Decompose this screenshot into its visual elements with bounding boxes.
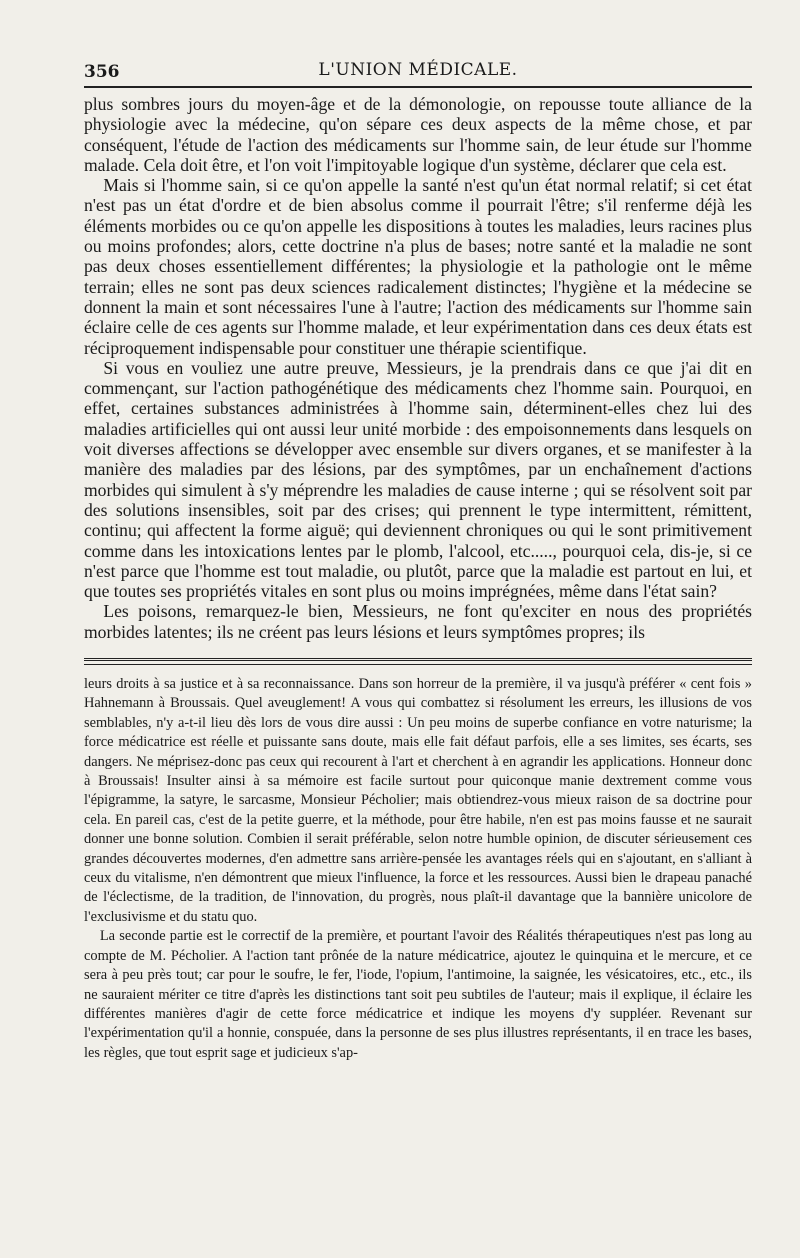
journal-title: L'UNION MÉDICALE. <box>318 60 518 80</box>
header-rule <box>84 86 752 88</box>
page-number: 356 <box>84 62 120 82</box>
main-paragraph: Si vous en vouliez une autre preuve, Messieurs, je la prendrais dans ce que j'ai dit en commençant, sur l'action pathogénétique des médicaments chez l'homme sain. Pourquoi, en effet, certaines substances administrées à l'homme sain, déterminent-elles chez lui des maladies artificielles qui ont aussi leur unité morbide : des empoisonnements dans lesquels on voit diverses affections se développer avec ensemble sur divers organes, et se manifester à la manière des maladies par des lésions, par des symptômes, par un enchaînement d'actions morbides qui simulent à s'y méprendre les maladies de cause interne ; qui se résolvent soit par des solutions insensibles, soit par des crises; qui prennent le type intermittent, rémittent, continu; qui affectent la forme aiguë; qui deviennent chroniques ou qui le sont primitivement comme dans les intoxications lentes par le plomb, l'alcool, etc....., pourquoi cela, dis-je, si ce n'est parce que l'homme est tout maladie, ou plutôt, parce que la maladie est partout en lui, et que toutes ses propriétés vitales en sont plus ou moins imprégnées, même dans l'état sain? <box>84 357 752 602</box>
main-paragraph: Les poisons, remarquez-le bien, Messieurs, ne font qu'exciter en nous des propriétés morbides latentes; ils ne créent pas leurs lésions et leurs symptômes propres; ils <box>84 601 752 642</box>
footnote-paragraph: La seconde partie est le correctif de la première, et pourtant l'avoir des Réalités thérapeutiques n'est pas long au compte de M. Pécholier. A l'action tant prônée de la nature médicatrice, ajoutez le quinquina et le mercure, et ce sera à peu près tout; car pour le soufre, le fer, l'iode, l'opium, l'antimoine, la saignée, les vésicatoires, etc., etc., ils ne sauraient mériter ce titre d'après les distinctions tant soit peu subtiles de l'auteur; mais il explique, il éclaire les différentes manières d'agir de cette force médicatrice et indique les moyens d'y suppléer. Revenant sur l'expérimentation qu'il a honnie, conspuée, dans la personne de ses plus illustres représentants, il en trace les bases, les règles, que tout esprit sage et judicieux s'ap- <box>84 928 752 1061</box>
running-head <box>84 50 752 86</box>
footnotes <box>84 675 752 1063</box>
footnote-paragraph: leurs droits à sa justice et à sa reconnaissance. Dans son horreur de la première, il va jusqu'à préférer « cent fois » Hahnemann à Broussais. Quel aveuglement! A vous qui combattez si résolument les erreurs, les illusions de vos semblables, n'y a-t-il lieu dès lors de vous dire aussi : Un peu moins de superbe confiance en votre naturisme; la force médicatrice est réelle et puissante sans doute, mais elle fait défaut parfois, elle a ses limites, ses écarts, ses dangers. Ne méprisez-donc pas ceux qui recourent à l'art et cherchent à en agrandir les applications. Honneur donc à Broussais! Insulter ainsi à sa mémoire est facile surtout pour quiconque manie dextrement comme vous l'épigramme, la satyre, le sarcasme, Monsieur Pécholier; mais obtiendrez-vous mieux raison de sa doctrine pour cela. En pareil cas, c'est de la petite guerre, et la méthode, pour être habile, n'en est pas moins fausse et ne saurait donner une bonne solution. Combien il serait préférable, selon notre humble opinion, de discuter sérieusement ces grandes découvertes modernes, d'en admettre sans arrière-pensée les avantages réels qui en s'ajoutant, en s'alliant à ceux du vitalisme, n'en démontrent que mieux l'influence, la force et les ressources. Aussi bien le drapeau panaché de l'éclectisme, de la tradition, de l'innovation, du progrès, nous plaît-il davantage que la bannière unicolore de l'exclusivisme et du statu quo. <box>84 676 752 925</box>
main-text <box>84 94 752 642</box>
footnote-rule <box>84 658 752 665</box>
main-paragraph: Mais si l'homme sain, si ce qu'on appelle la santé n'est qu'un état normal relatif; si cet état n'est pas un état d'ordre et de bien absolus comme il pourrait l'être; s'il renferme déjà les éléments morbides ou ce qu'on appelle les dispositions à toutes les maladies, leurs racines plus ou moins profondes; alors, cette doctrine n'a plus de bases; notre santé et la maladie ne sont pas deux choses essentiellement différentes; la physiologie et la pathologie ont le même terrain; elles ne sont pas deux sciences radicalement distinctes; l'hygiène et la médecine se donnent la main et sont nécessaires l'une à l'autre; l'action des médicaments sur l'homme sain éclaire celle de ces agents sur l'homme malade, et leur expérimentation dans ces deux états est réciproquement indispensable pour constituer une thérapie scientifique. <box>84 175 752 358</box>
main-paragraph: plus sombres jours du moyen-âge et de la démonologie, on repousse toute alliance de la physiologie avec la médecine, qu'on sépare ces deux aspects de la même chose, et par conséquent, l'étude de l'action des médicaments sur l'homme sain, de leur étude sur l'homme malade. Cela doit être, et l'on voit l'impitoyable logique d'un système, déclarer que cela est. <box>84 94 752 175</box>
